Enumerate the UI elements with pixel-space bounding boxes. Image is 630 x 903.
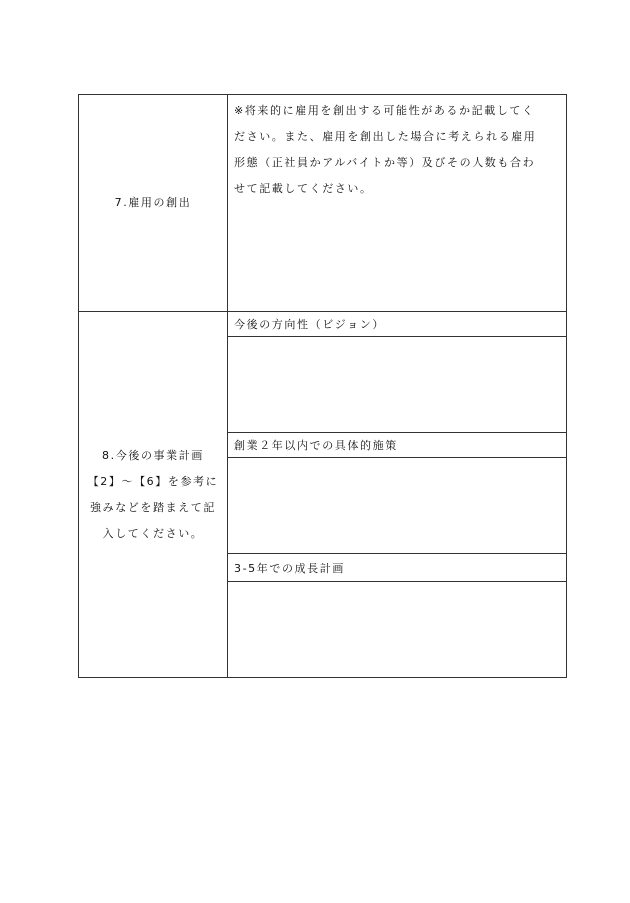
vision-input-cell[interactable] — [228, 337, 567, 433]
note-line: 形態（正社員かアルバイトか等）及びその人数も合わ — [234, 156, 536, 169]
section8-vision-heading-row — [79, 312, 567, 337]
section8-label-line: 8.今後の事業計画 — [102, 448, 204, 462]
growth-plan-heading: 3-5年での成長計画 — [228, 554, 567, 582]
section7-instruction-note — [228, 95, 566, 202]
section8-label-line: 入してください。 — [102, 526, 204, 540]
vision-heading: 今後の方向性（ビジョン） — [228, 312, 567, 337]
section8-label-cell — [79, 312, 228, 678]
business-plan-form-table — [78, 94, 567, 678]
section8-label-line: 強みなどを踏まえて記 — [90, 500, 216, 514]
note-line: せて記載してください。 — [234, 182, 373, 195]
section8-label-line: 【2】～【6】を参考に — [87, 474, 219, 488]
short-term-measures-heading: 創業２年以内での具体的施策 — [228, 433, 567, 458]
section7-label: 7.雇用の創出 — [114, 196, 192, 209]
section7-row — [79, 95, 567, 312]
growth-plan-input-cell[interactable] — [228, 582, 567, 678]
short-term-measures-input-cell[interactable] — [228, 458, 567, 554]
note-line: ださい。また、雇用を創出した場合に考えられる雇用 — [234, 130, 537, 143]
note-line: ※将来的に雇用を創出する可能性があるか記載してく — [234, 104, 535, 117]
section7-input-cell[interactable] — [228, 95, 567, 312]
section7-label-cell — [79, 95, 228, 312]
